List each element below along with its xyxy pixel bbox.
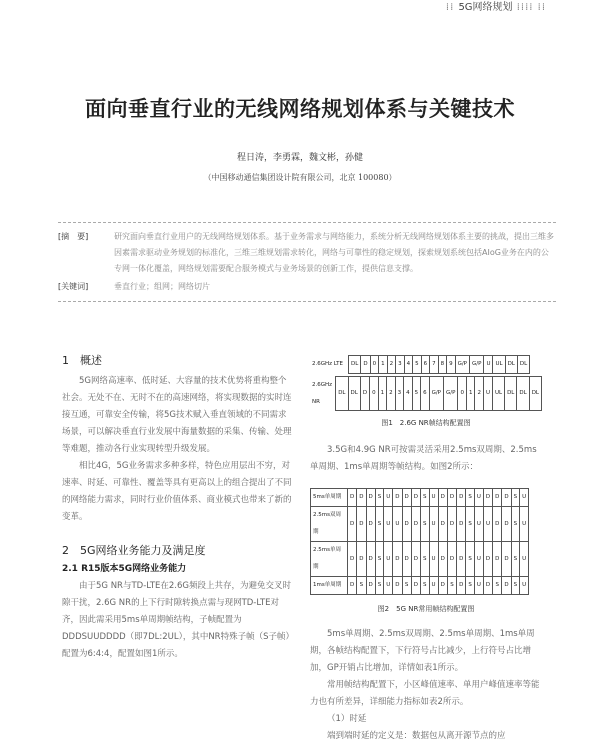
frame-cell: U: [474, 542, 483, 577]
frame-cell: D: [366, 507, 375, 542]
article-affiliation: （中国移动通信集团设计院有限公司，北京 100080）: [203, 173, 397, 182]
frame-cell: D: [502, 489, 511, 507]
frame-cell: U: [520, 542, 529, 577]
frame-row-label: 2.6GHz LTE: [312, 361, 343, 367]
frame-cell: U: [520, 577, 529, 595]
frame-cell: D: [402, 489, 411, 507]
frame-cell: U: [384, 577, 393, 595]
frame-cell: D: [411, 489, 420, 507]
frame-cell: U: [474, 507, 483, 542]
frame-cell: 2: [475, 377, 484, 411]
frame-cell: D: [438, 577, 447, 595]
keywords-row: [58, 279, 556, 295]
frame-cell: S: [421, 577, 430, 595]
frame-cell: 4: [404, 356, 413, 374]
frame-cell: 0: [370, 356, 379, 374]
figure-2-caption: 图2 5G NR常用帧结构配置图: [377, 605, 475, 613]
frame-cell: DL: [517, 356, 529, 374]
frame-cell: 2: [387, 356, 396, 374]
frame-cell: D: [366, 489, 375, 507]
frame-row-label: 2.6GHz NR: [312, 381, 333, 405]
frame-cell: D: [502, 577, 511, 595]
frame-cell: D: [438, 489, 447, 507]
frame-cell: 1: [379, 356, 388, 374]
section-2-para-1: 由于5G NR与TD-LTE在2.6G频段上共存，为避免交叉时隙干扰，2.6G NR的上下行时隙转换点需与现网TD-LTE对齐，因此需采用5ms单周期帧结构，子帧配置为DDDSUUDDDD（即7DL:2UL），其中NR特殊子帧（S子帧）配置为6:4:4，配置如图1所示。: [62, 581, 294, 659]
frame-cell: S: [375, 507, 384, 542]
frame-cell: D: [366, 542, 375, 577]
frame-cell: S: [375, 577, 384, 595]
frame-cell: U: [474, 577, 483, 595]
frame-cell: DL: [505, 377, 517, 411]
frame-cell: DL: [349, 356, 361, 374]
frame-cell: S: [421, 489, 430, 507]
frame-cell: D: [348, 507, 357, 542]
frame-cell: DL: [505, 356, 517, 374]
page-header: [0, 0, 600, 16]
frame-cell: D: [393, 577, 402, 595]
section-1-para-1: 5G网络高速率、低时延、大容量的技术优势将重构整个社会。无处不在、无时不在的高速网络，将实现数据的实时连接互通，可靠安全传输，将5G技术赋入垂直领域的不同需求场景，可以解决垂直行业发展中海量数据的采集、传输、处理等难题，推动各行业实现转型升级发展。: [62, 376, 292, 454]
frame-cell: S: [466, 577, 475, 595]
frame-cell: U: [520, 507, 529, 542]
abstract-box: [58, 222, 556, 302]
frame-cell: D: [483, 542, 492, 577]
right-item-1: （1）时延: [327, 714, 367, 724]
frame-cell: S: [493, 577, 502, 595]
frame-cell: U: [429, 542, 438, 577]
frame-cell: S: [466, 489, 475, 507]
frame-cell: DL: [336, 377, 348, 411]
frame-cell: S: [421, 507, 430, 542]
frame-cell: D: [393, 489, 402, 507]
frame-cell: U: [483, 507, 492, 542]
frame-cell: 7: [430, 356, 439, 374]
frame-cell: S: [511, 489, 520, 507]
frame-cell: D: [402, 542, 411, 577]
section-1-para-2: 相比4G，5G业务需求多种多样，特色应用层出不穷，对速率、时延、可靠性、覆盖等具有更高以上的组合提出了不同的网络能力需求，同时行业价值体系、商业模式也带来了新的变革。: [62, 461, 292, 522]
frame-cell: D: [457, 489, 466, 507]
frame-cell: D: [502, 507, 511, 542]
frame-cell: D: [348, 542, 357, 577]
frame-table-nr-configs: [310, 488, 529, 595]
frame-cell: S: [375, 542, 384, 577]
frame-cell: D: [502, 542, 511, 577]
figure-1-caption: 图1 2.6G NR帧结构配置图: [381, 419, 471, 427]
frame-cell: 3: [395, 377, 404, 411]
frame-cell: U: [429, 507, 438, 542]
article-authors: 程日涛，李勇霖，魏文彬，孙健: [236, 153, 363, 163]
frame-cell: D: [402, 507, 411, 542]
frame-cell: D: [457, 507, 466, 542]
frame-cell: U: [384, 489, 393, 507]
keywords-label: [关键词]: [58, 282, 89, 291]
frame-cell: S: [511, 577, 520, 595]
frame-cell: S: [357, 577, 366, 595]
frame-cell: D: [493, 542, 502, 577]
figure-2: [310, 488, 542, 618]
frame-cell: S: [466, 507, 475, 542]
frame-cell: D: [483, 489, 492, 507]
frame-cell: DL: [348, 377, 360, 411]
frame-cell: U: [483, 377, 492, 411]
frame-cell: D: [483, 577, 492, 595]
frame-config-label: 5ms单周期: [311, 489, 348, 507]
frame-cell: S: [421, 542, 430, 577]
frame-table-nr: [310, 376, 542, 411]
left-column: [62, 352, 294, 663]
right-para-1: 3.5G和4.9G NR可按需灵活采用2.5ms双周期、2.5ms单周期、1ms单周期等帧结构。如图2所示：: [310, 445, 537, 472]
frame-cell: DL: [517, 377, 529, 411]
frame-config-label: 1ms单周期: [311, 577, 348, 595]
frame-cell: U: [384, 507, 393, 542]
abstract-label: [摘 要]: [58, 232, 89, 241]
frame-cell: 9: [447, 356, 456, 374]
frame-cell: 8: [438, 356, 447, 374]
frame-config-row: [311, 542, 529, 577]
frame-cell: U: [429, 577, 438, 595]
frame-cell: 2: [387, 377, 396, 411]
frame-config-label: 2.5ms双周期: [311, 507, 348, 542]
frame-cell: D: [447, 507, 456, 542]
frame-cell: 5: [412, 377, 421, 411]
frame-cell: D: [493, 507, 502, 542]
frame-config-row: [311, 489, 529, 507]
frame-cell: D: [438, 507, 447, 542]
frame-cell: U: [393, 507, 402, 542]
frame-cell: D: [411, 577, 420, 595]
frame-cell: D: [366, 577, 375, 595]
frame-cell: D: [393, 542, 402, 577]
section-1-heading: 1 概述: [62, 354, 102, 367]
abstract-row: [58, 229, 556, 277]
frame-cell: D: [357, 489, 366, 507]
frame-cell: D: [348, 577, 357, 595]
article-title: 面向垂直行业的无线网络规划体系与关键技术: [85, 97, 515, 121]
frame-cell: D: [447, 489, 456, 507]
frame-cell: U: [429, 489, 438, 507]
frame-config-label: 2.5ms单周期: [311, 542, 348, 577]
frame-cell: D: [357, 542, 366, 577]
frame-cell: S: [447, 577, 456, 595]
frame-cell: D: [360, 377, 369, 411]
frame-config-row: [311, 577, 529, 595]
frame-cell: 5: [413, 356, 422, 374]
frame-cell: UL: [493, 356, 505, 374]
frame-cell: S: [402, 577, 411, 595]
frame-table-lte: [310, 355, 530, 374]
right-para-2: 5ms单周期、2.5ms双周期、2.5ms单周期、1ms单周期，各帧结构配置下，下行符号占比减少，上行符号占比增加，GP开销占比增加，详情如表1所示。: [310, 629, 535, 673]
frame-cell: G/P: [455, 356, 469, 374]
frame-cell: 6: [421, 377, 430, 411]
right-para-4: 端到端时延的定义是：数据包从离开源节点的应: [327, 731, 506, 741]
frame-cell: S: [466, 542, 475, 577]
figure-1: [310, 355, 542, 432]
frame-cell: 0: [458, 377, 467, 411]
section-2-heading: 2 5G网络业务能力及满足度: [62, 544, 206, 557]
frame-cell: D: [457, 577, 466, 595]
frame-cell: D: [357, 507, 366, 542]
frame-config-row: [311, 507, 529, 542]
frame-cell: D: [348, 489, 357, 507]
frame-cell: 0: [370, 377, 379, 411]
frame-cell: G/P: [470, 356, 484, 374]
frame-cell: D: [361, 356, 370, 374]
frame-cell: UL: [492, 377, 504, 411]
frame-cell: D: [447, 542, 456, 577]
frame-cell: S: [511, 507, 520, 542]
frame-cell: D: [493, 489, 502, 507]
frame-cell: D: [411, 507, 420, 542]
section-2-1-heading: 2.1 R15版本5G网络业务能力: [62, 564, 187, 574]
frame-cell: 1: [378, 377, 387, 411]
frame-cell: D: [438, 542, 447, 577]
frame-cell: S: [511, 542, 520, 577]
frame-cell: U: [484, 356, 493, 374]
right-column: [310, 355, 542, 745]
frame-cell: G/P: [444, 377, 458, 411]
frame-cell: 3: [396, 356, 405, 374]
frame-cell: U: [474, 489, 483, 507]
frame-cell: DL: [529, 377, 541, 411]
frame-cell: 4: [404, 377, 413, 411]
frame-cell: D: [457, 542, 466, 577]
frame-cell: U: [520, 489, 529, 507]
frame-cell: 1: [466, 377, 475, 411]
keywords-text: 垂直行业；组网；网络切片: [114, 282, 210, 291]
right-para-3: 常用帧结构配置下，小区峰值速率、单用户峰值速率等能力也有所差异，详细能力指标如表2所示。: [310, 680, 540, 707]
header-label: ⁞⁞ 5G网络规划 ⁞⁞⁞⁞ ⁞⁞: [442, 0, 550, 16]
frame-cell: 6: [421, 356, 430, 374]
frame-cell: G/P: [429, 377, 443, 411]
frame-cell: D: [411, 542, 420, 577]
frame-cell: S: [375, 489, 384, 507]
abstract-text: 研究面向垂直行业用户的无线网络规划体系。基于业务需求与网络能力，系统分析无线网络规划体系主要的挑战，提出三维多因素需求驱动业务规划的标准化，三维三维规划需求转化，网络与可靠性的稳定规划，探索规划系统包括AIoG业务在内的公专网一体化覆盖，网络规划需要配合服务模式与业务场景的创新工作，提供信息支撑。: [114, 232, 554, 273]
frame-cell: U: [384, 542, 393, 577]
